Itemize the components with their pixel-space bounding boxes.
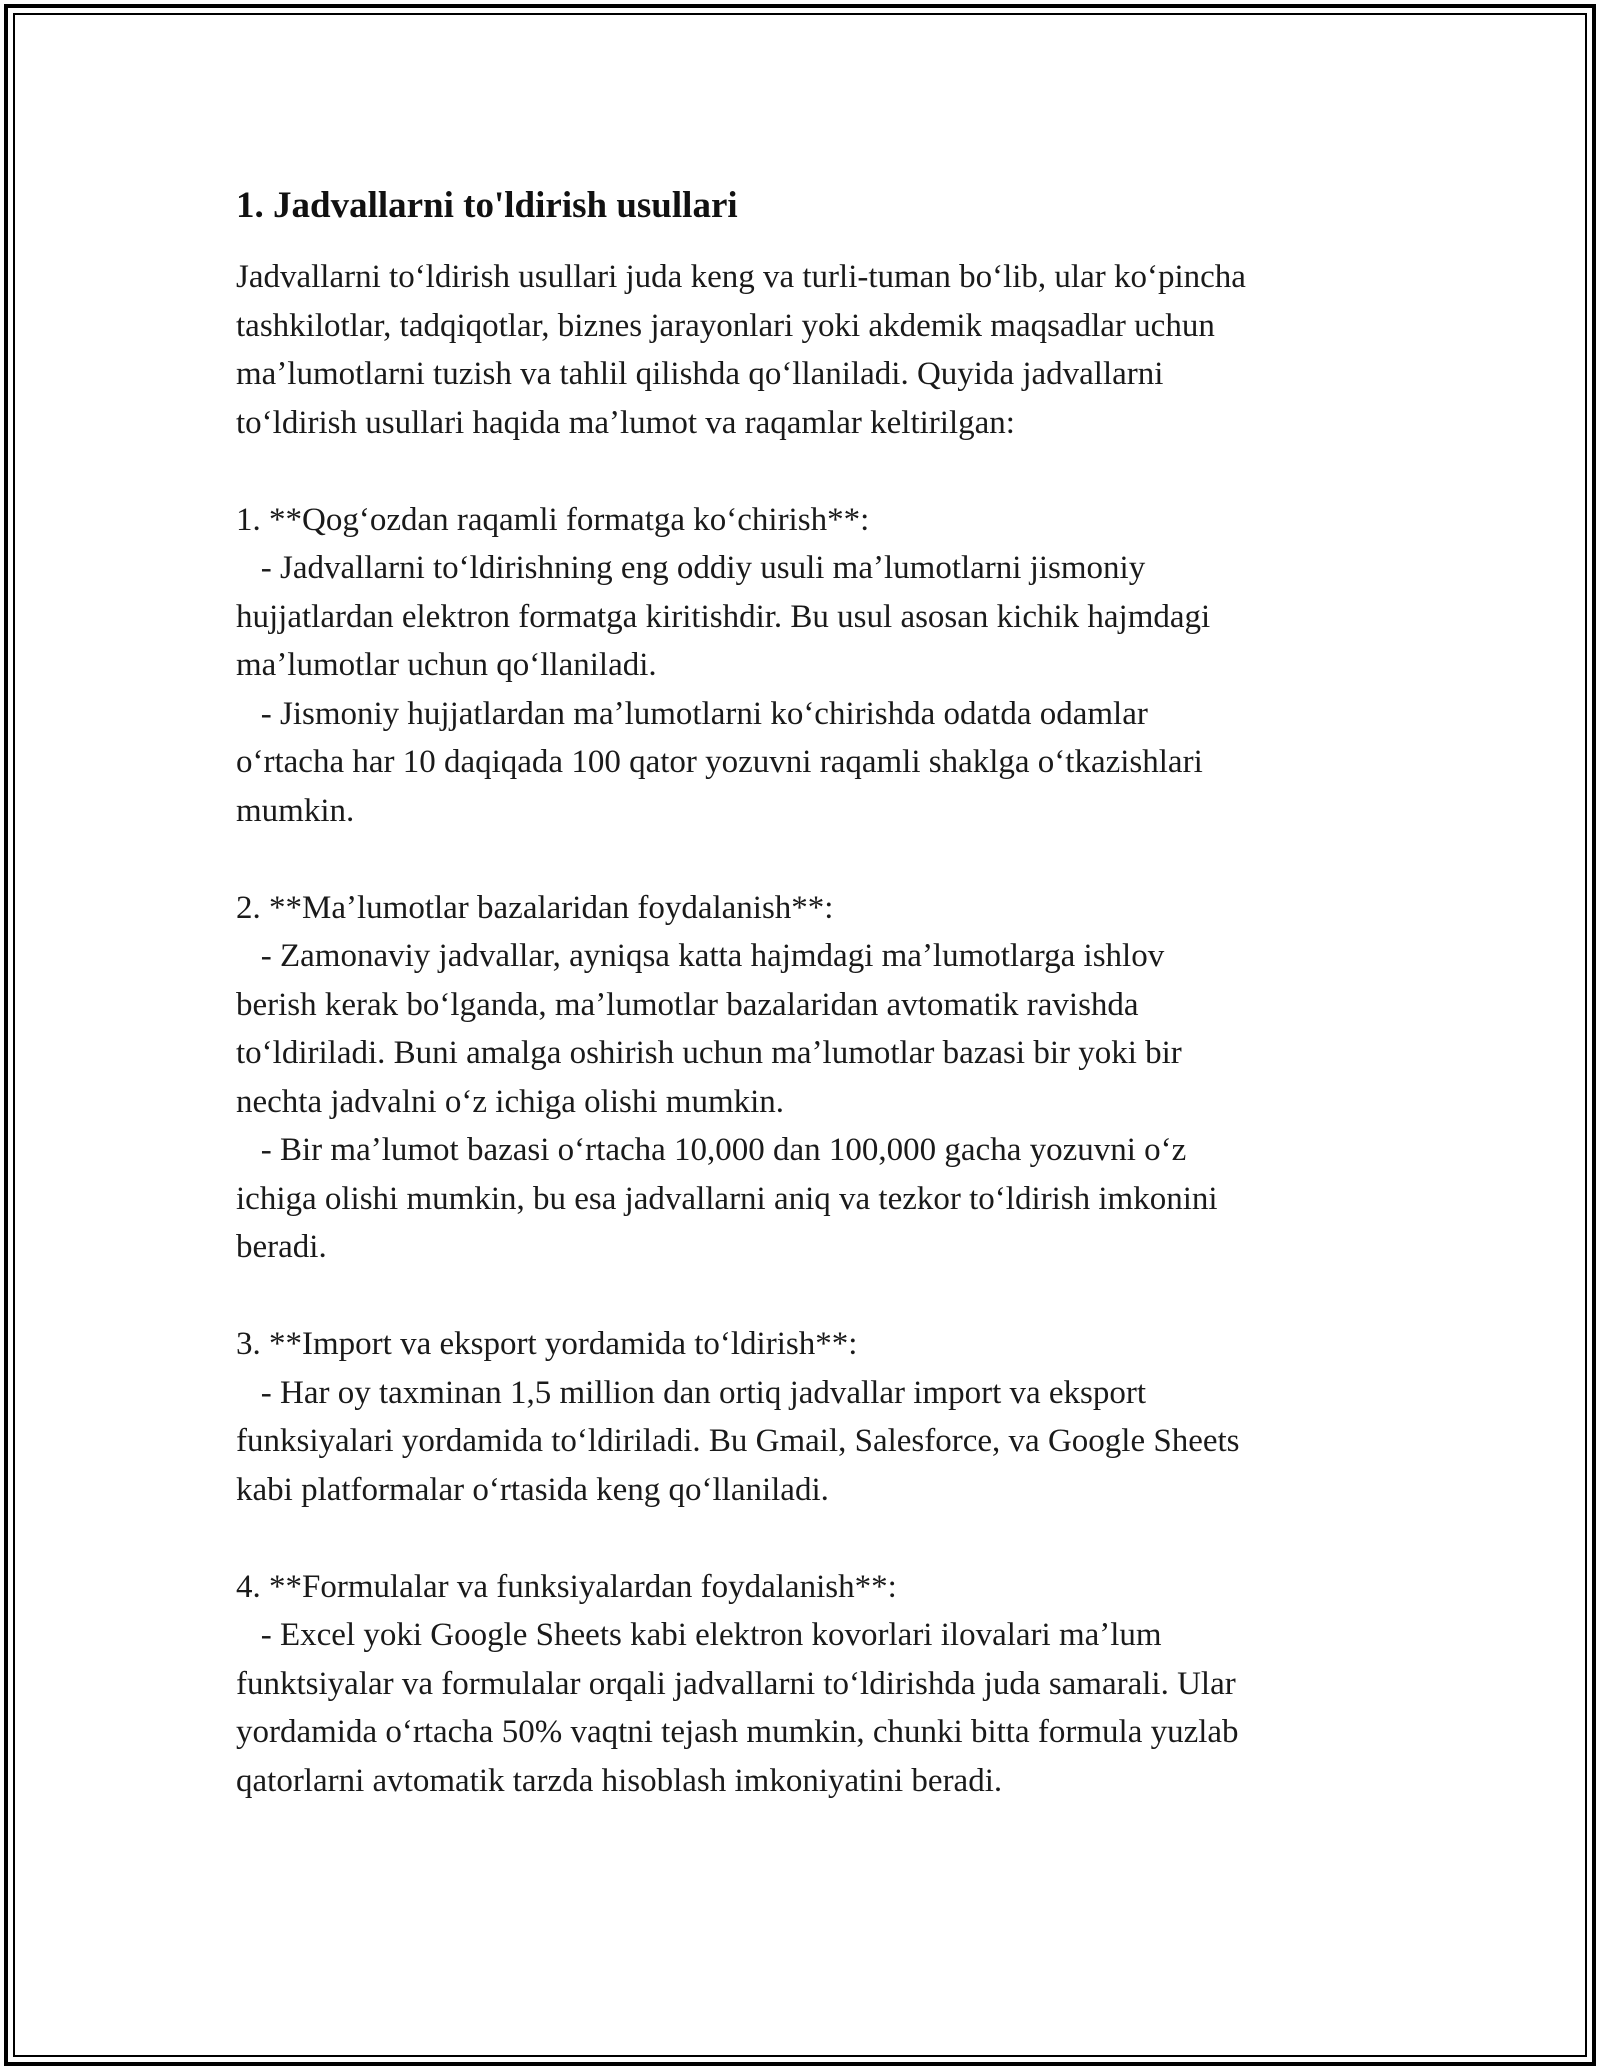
document-title: 1. Jadvallarni to'ldirish usullari bbox=[236, 185, 738, 226]
document-body: Jadvallarni toʻldirish usullari juda keng va turli-tuman boʻlib, ular koʻpincha tashkilotlar, tadqiqotlar, biznes jarayonlari yoki akdemik maqsadlar uchun maʼlumotlarni tuzish va tahlil qilishda qoʻllaniladi. Quyida jadvallarni toʻldirish usullari haqida maʼlumot va raqamlar keltirilgan: 1. **Qogʻozdan raqamli formatga koʻchirish**: - Jadvallarni toʻldirishning eng oddiy usuli maʼlumotlarni jismoniy hujjatlardan elektron formatga kiritishdir. Bu usul asosan kichik hajmdagi maʼlumotlar uchun qoʻllaniladi. - Jismoniy hujjatlardan maʼlumotlarni koʻchirishda odatda odamlar oʻrtacha har 10 daqiqada 100 qator yozuvni raqamli shaklga oʻtkazishlari mumkin. 2. **Maʼlumotlar bazalaridan foydalanish**: - Zamonaviy jadvallar, ayniqsa katta hajmdagi maʼlumotlarga ishlov berish kerak boʻlganda, maʼlumotlar bazalaridan avtomatik ravishda toʻldiriladi. Buni amalga oshirish uchun maʼlumotlar bazasi bir yoki bir nechta jadvalni oʻz ichiga olishi mumkin. - Bir maʼlumot bazasi oʻrtacha 10,000 dan 100,000 gacha yozuvni oʻz ichiga olishi mumkin, bu esa jadvallarni aniq va tezkor toʻldirish imkonini beradi. 3. **Import va eksport yordamida toʻldirish**: - Har oy taxminan 1,5 million dan ortiq jadvallar import va eksport funksiyalari yordamida toʻldiriladi. Bu Gmail, Salesforce, va Google Sheets kabi platformalar oʻrtasida keng qoʻllaniladi. 4. **Formulalar va funksiyalardan foydalanish**: - Excel yoki Google Sheets kabi elektron kovorlari ilovalari maʼlum funktsiyalar va formulalar orqali jadvallarni toʻldirishda juda samarali. Ular yordamida oʻrtacha 50% vaqtni tejash mumkin, chunki bitta formula yuzlab qatorlarni avtomatik tarzda hisoblash imkoniyatini beradi. bbox=[236, 259, 1246, 1799]
document-page bbox=[236, 182, 1376, 1805]
